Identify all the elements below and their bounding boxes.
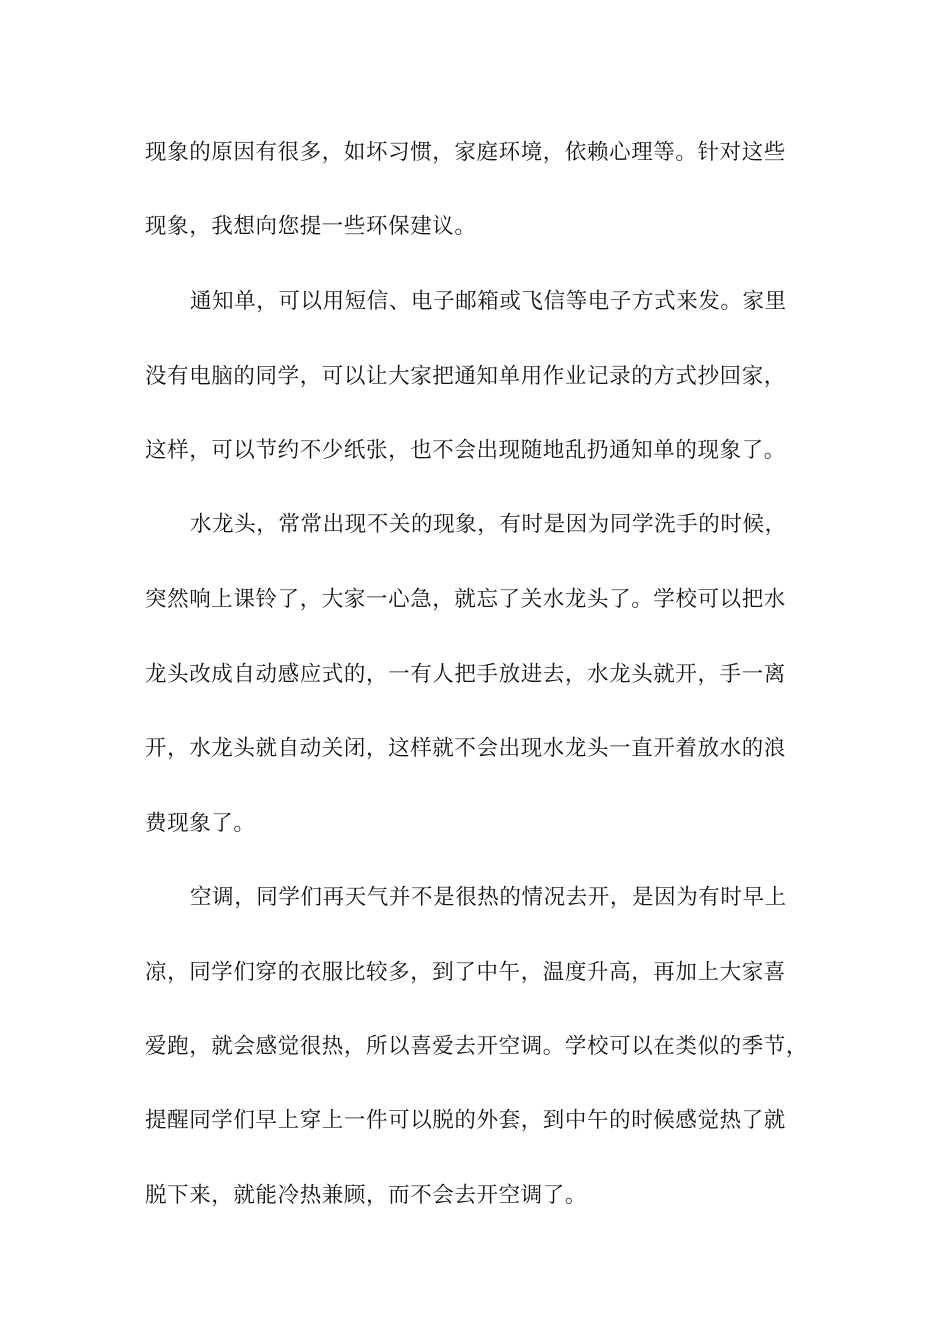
text-line: 费现象了。 [145, 811, 256, 836]
text-line: 突然响上课铃了，大家一心急，就忘了关水龙头了。学校可以把水 [145, 587, 786, 612]
text-line: 开，水龙头就自动关闭，这样就不会出现水龙头一直开着放水的浪 [145, 736, 786, 761]
text-line: 现象的原因有很多，如坏习惯，家庭环境，依赖心理等。针对这些 [145, 140, 786, 165]
text-line: 龙头改成自动感应式的，一有人把手放进去，水龙头就开，手一离 [145, 662, 786, 687]
paragraph-start-line: 空调，同学们再天气并不是很热的情况去开，是因为有时早上 [190, 885, 787, 910]
paragraph-start-line: 水龙头，常常出现不关的现象，有时是因为同学洗手的时候， [190, 512, 787, 537]
text-line: 凉，同学们穿的衣服比较多，到了中午，温度升高，再加上大家喜 [145, 960, 786, 985]
text-line: 脱下来，就能冷热兼顾，而不会去开空调了。 [145, 1183, 588, 1208]
text-line: 这样，可以节约不少纸张，也不会出现随地乱扔通知单的现象了。 [145, 438, 786, 463]
text-line: 提醒同学们早上穿上一件可以脱的外套，到中午的时候感觉热了就 [145, 1108, 786, 1133]
text-line: 爱跑，就会感觉很热，所以喜爱去开空调。学校可以在类似的季节， [145, 1034, 809, 1059]
paragraph-start-line: 通知单，可以用短信、电子邮箱或飞信等电子方式来发。家里 [190, 289, 787, 314]
text-line: 现象，我想向您提一些环保建议。 [145, 214, 477, 239]
text-line: 没有电脑的同学，可以让大家把通知单用作业记录的方式抄回家， [145, 364, 786, 389]
